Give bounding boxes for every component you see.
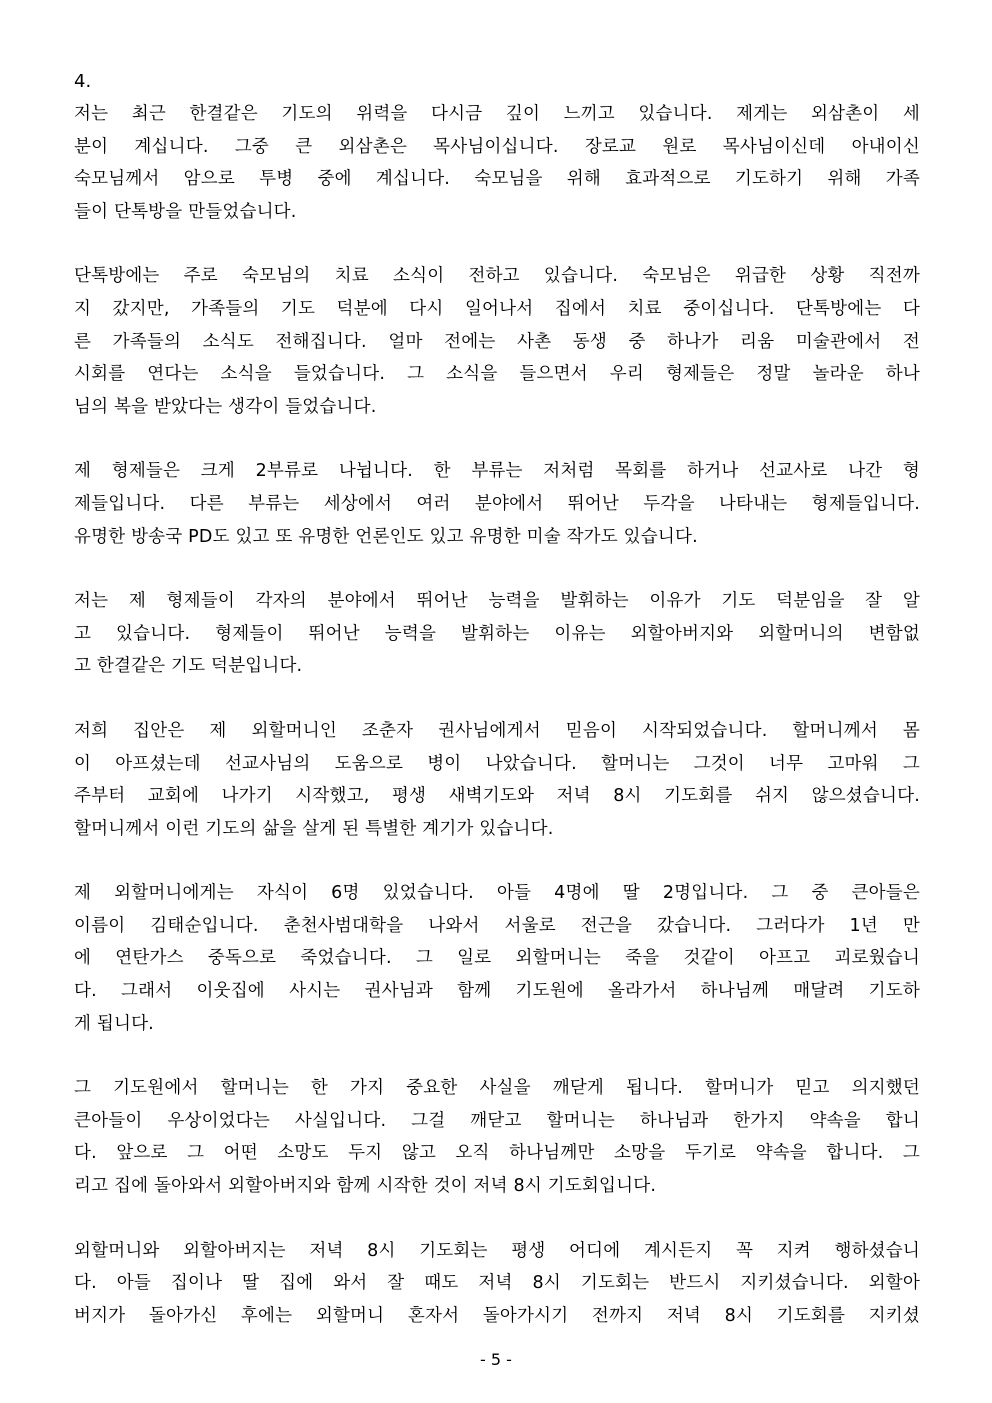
text-line: 버지가 돌아가신 후에는 외할머니 혼자서 돌아가시기 전까지 저녁 8시 기도회를 지키셨 xyxy=(74,1305,920,1326)
text-line: 제들입니다. 다른 부류는 세상에서 여러 분야에서 뛰어난 두각을 나타내는 형제들입니다. xyxy=(74,493,920,514)
text-line: 지 갔지만, 가족들의 기도 덕분에 다시 일어나서 집에서 치료 중이십니다. 단톡방에는 다 xyxy=(74,298,920,319)
page-number: - 5 - xyxy=(480,1350,512,1369)
text-line: 이름이 김태순입니다. 춘천사범대학을 나와서 서울로 전근을 갔습니다. 그러다가 1년 만 xyxy=(74,915,920,936)
text-line: 다. 아들 집이나 딸 집에 와서 잘 때도 저녁 8시 기도회는 반드시 지키셨습니다. 외할아 xyxy=(74,1273,920,1294)
text-line: 큰아들이 우상이었다는 사실입니다. 그걸 깨닫고 할머니는 하나님과 한가지 약속을 합니 xyxy=(74,1110,920,1131)
text-line: 게 됩니다. xyxy=(74,1013,154,1034)
text-line: 저는 제 형제들이 각자의 분야에서 뛰어난 능력을 발휘하는 이유가 기도 덕분임을 잘 알 xyxy=(74,591,920,612)
text-line: 저는 최근 한결같은 기도의 위력을 다시금 깊이 느끼고 있습니다. 제게는 외삼촌이 세 xyxy=(74,104,920,124)
text-line: 제 형제들은 크게 2부류로 나뉩니다. 한 부류는 저처럼 목회를 하거나 선교사로 나간 형 xyxy=(74,461,920,482)
body-text xyxy=(74,98,920,1364)
text-line: 외할머니와 외할아버지는 저녁 8시 기도회는 평생 어디에 계시든지 꼭 지켜 행하셨습니 xyxy=(74,1240,920,1261)
text-line: 에 연탄가스 중독으로 죽었습니다. 그 일로 외할머니는 죽을 것같이 아프고 괴로웠습니 xyxy=(74,948,920,969)
paragraph xyxy=(74,1072,920,1202)
text-line: 분이 계십니다. 그중 큰 외삼촌은 목사님이십니다. 장로교 원로 목사님이신데 아내이신 xyxy=(74,136,920,157)
text-line: 저희 집안은 제 외할머니인 조춘자 권사님에게서 믿음이 시작되었습니다. 할머니께서 몸 xyxy=(74,720,920,741)
text-line: 유명한 방송국 PD도 있고 또 유명한 언론인도 있고 유명한 미술 작가도 있습니다. xyxy=(74,526,698,547)
text-line: 들이 단톡방을 만들었습니다. xyxy=(74,201,297,222)
paragraph xyxy=(74,585,920,683)
paragraph xyxy=(74,715,920,845)
paragraph xyxy=(74,260,920,423)
section-number: 4. xyxy=(74,71,92,92)
text-line: 주부터 교회에 나가기 시작했고, 평생 새벽기도와 저녁 8시 기도회를 쉬지 않으셨습니다. xyxy=(74,786,920,807)
text-line: 다. 앞으로 그 어떤 소망도 두지 않고 오직 하나님께만 소망을 두기로 약속을 합니다. 그 xyxy=(74,1143,920,1164)
text-line: 른 가족들의 소식도 전해집니다. 얼마 전에는 사촌 동생 중 하나가 리움 미술관에서 전 xyxy=(74,331,920,352)
text-line: 시회를 연다는 소식을 들었습니다. 그 소식을 들으면서 우리 형제들은 정말 놀라운 하나 xyxy=(74,364,920,385)
paragraph xyxy=(74,98,920,228)
text-line: 제 외할머니에게는 자식이 6명 있었습니다. 아들 4명에 딸 2명입니다. 그 중 큰아들은 xyxy=(74,883,920,904)
text-line: 그 기도원에서 할머니는 한 가지 중요한 사실을 깨닫게 됩니다. 할머니가 믿고 의지했던 xyxy=(74,1078,920,1099)
text-line: 단톡방에는 주로 숙모님의 치료 소식이 전하고 있습니다. 숙모님은 위급한 상황 직전까 xyxy=(74,266,920,287)
paragraph xyxy=(74,455,920,553)
text-line: 할머니께서 이런 기도의 삶을 살게 된 특별한 계기가 있습니다. xyxy=(74,818,554,839)
paragraph xyxy=(74,877,920,1040)
text-line: 고 있습니다. 형제들이 뛰어난 능력을 발휘하는 이유는 외할아버지와 외할머니의 변함없 xyxy=(74,623,920,644)
paragraph xyxy=(74,1235,920,1333)
text-line: 리고 집에 돌아와서 외할아버지와 함께 시작한 것이 저녁 8시 기도회입니다. xyxy=(74,1176,657,1197)
text-line: 고 한결같은 기도 덕분입니다. xyxy=(74,656,303,677)
text-line: 님의 복을 받았다는 생각이 들었습니다. xyxy=(74,396,377,417)
text-line: 다. 그래서 이웃집에 사시는 권사님과 함께 기도원에 올라가서 하나님께 매달려 기도하 xyxy=(74,981,920,1002)
text-line: 이 아프셨는데 선교사님의 도움으로 병이 나았습니다. 할머니는 그것이 너무 고마워 그 xyxy=(74,753,920,774)
text-line: 숙모님께서 암으로 투병 중에 계십니다. 숙모님을 위해 효과적으로 기도하기 위해 가족 xyxy=(74,169,920,190)
